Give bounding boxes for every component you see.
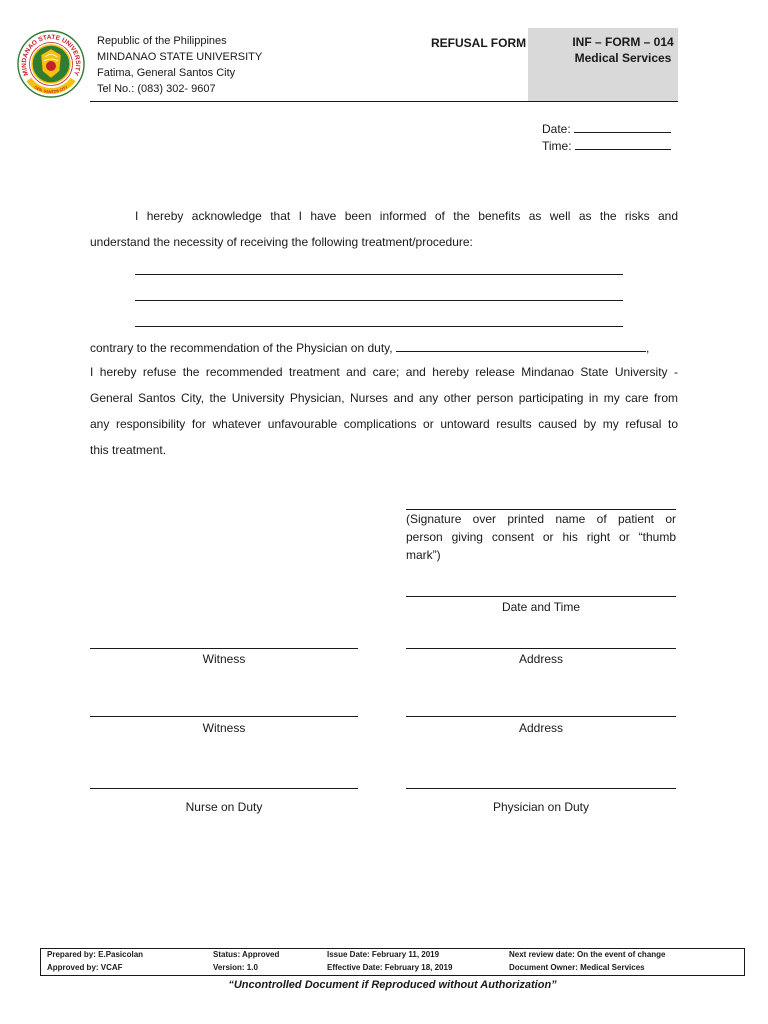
witness-2-label: Witness xyxy=(202,721,246,735)
date-and-time-label: Date and Time xyxy=(501,600,581,614)
address-2-line xyxy=(406,716,676,717)
institution-phone: Tel No.: (083) 302- 9607 xyxy=(97,83,216,95)
treatment-blank-line-2 xyxy=(135,300,623,301)
time-field xyxy=(542,138,671,154)
status: Status: Approved xyxy=(213,950,280,959)
office-name: Medical Services xyxy=(574,51,672,65)
date-and-time-line xyxy=(406,596,676,597)
university-seal-logo xyxy=(17,30,85,98)
header-divider xyxy=(90,101,678,102)
uncontrolled-document-disclaimer: “Uncontrolled Document if Reproduced without Authorization” xyxy=(228,979,557,991)
address-2-label: Address xyxy=(518,721,564,735)
date-field xyxy=(542,121,671,137)
contrary-line xyxy=(90,340,649,356)
form-code: INF – FORM – 014 xyxy=(572,35,674,49)
institution-country: Republic of the Philippines xyxy=(97,35,227,47)
treatment-blank-line-3 xyxy=(135,326,623,327)
seal-ring-text: MINDANAO STATE UNIVERSITY xyxy=(20,33,82,77)
university-seal-icon xyxy=(17,30,85,98)
approved-by: Approved by: VCAF xyxy=(47,963,123,972)
issue-date: Issue Date: February 11, 2019 xyxy=(327,950,440,959)
physician-signature-line xyxy=(406,788,676,789)
contrary-suffix: , xyxy=(645,341,650,355)
date-blank-line xyxy=(574,122,671,133)
acknowledgement-line-1: I hereby acknowledge that I have been informed of the benefits as well as the risks and xyxy=(135,209,678,223)
institution-address: Fatima, General Santos City xyxy=(97,67,236,79)
patient-signature-line xyxy=(406,509,676,510)
refusal-line-2: General Santos City, the University Physician, Nurses and any other person participating in my care from xyxy=(90,391,678,405)
effective-date: Effective Date: February 18, 2019 xyxy=(327,963,453,972)
address-1-label: Address xyxy=(518,652,564,666)
patient-signature-caption-2: person giving consent or his right or “thumb xyxy=(406,530,676,544)
patient-signature-caption-1: (Signature over printed name of patient or xyxy=(406,512,676,526)
prepared-by: Prepared by: E.Pasicolan xyxy=(47,950,144,959)
witness-2-line xyxy=(90,716,358,717)
time-label: Time: xyxy=(542,139,572,153)
next-review-date: Next review date: On the event of change xyxy=(509,950,666,959)
institution-name: MINDANAO STATE UNIVERSITY xyxy=(97,51,263,63)
seal-ribbon-text: GEN. SANTOS CITY xyxy=(33,85,69,95)
refusal-line-3: any responsibility for whatever unfavourable complications or untoward results caused by my refusal to xyxy=(90,417,678,431)
nurse-signature-line xyxy=(90,788,358,789)
address-1-line xyxy=(406,648,676,649)
version: Version: 1.0 xyxy=(213,963,258,972)
document-owner: Document Owner: Medical Services xyxy=(509,963,645,972)
date-label: Date: xyxy=(542,122,571,136)
refusal-line-1: I hereby refuse the recommended treatment and care; and hereby release Mindanao State University - xyxy=(90,365,678,379)
nurse-on-duty-label: Nurse on Duty xyxy=(185,800,263,814)
physician-name-blank xyxy=(396,341,646,352)
seal-emblem-core xyxy=(46,61,56,71)
witness-1-line xyxy=(90,648,358,649)
contrary-text: contrary to the recommendation of the Physician on duty, xyxy=(90,341,393,355)
witness-1-label: Witness xyxy=(202,652,246,666)
form-title: REFUSAL FORM xyxy=(431,36,527,50)
refusal-line-4: this treatment. xyxy=(90,443,167,457)
time-blank-line xyxy=(575,139,671,150)
physician-on-duty-label: Physician on Duty xyxy=(492,800,590,814)
acknowledgement-line-2: understand the necessity of receiving the following treatment/procedure: xyxy=(90,235,473,249)
treatment-blank-line-1 xyxy=(135,274,623,275)
patient-signature-caption-3: mark”) xyxy=(406,548,441,562)
